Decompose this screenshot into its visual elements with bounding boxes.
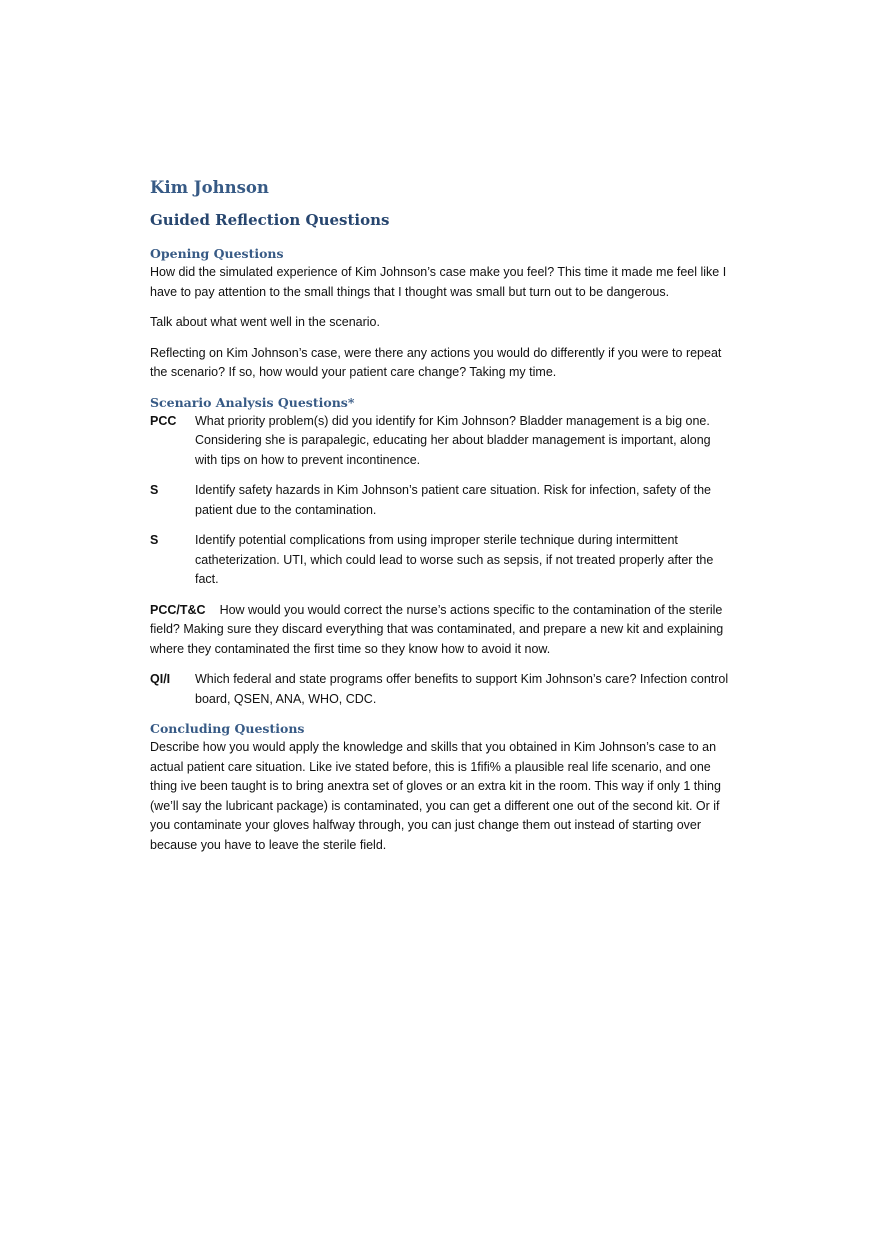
- opening-question-1: How did the simulated experience of Kim Johnson’s case make you feel? This time it made me feel like I have to pay attention to the small things that I thought was small but turn out to be dangerous.: [150, 265, 727, 299]
- document-subtitle: Guided Reflection Questions: [150, 211, 390, 229]
- analysis-item-s-2: [150, 531, 730, 590]
- analysis-item-pcc: [150, 412, 730, 471]
- scenario-analysis-heading: Scenario Analysis Questions*: [150, 394, 355, 410]
- analysis-item-pcc-tc: [150, 601, 730, 660]
- analysis-tag: PCC/T&C: [150, 602, 206, 617]
- analysis-tag: QI/I: [150, 672, 171, 686]
- analysis-tag: S: [150, 533, 159, 547]
- concluding-question-1: Describe how you would apply the knowledge and skills that you obtained in Kim Johnson’s case to an actual patient care situation. Like ive stated before, this is 1ﬁﬁ% a plausible real life scenario, and one thing ive been taught is to bring anextra set of gloves or an extra kit in the room. This way if only 1 thing (we’ll say the lubricant package) is contaminated, you can get a different one out of the second kit. Or if you contaminate your gloves halfway through, you can just change them out instead of starting over because you have to leave the sterile field.: [150, 740, 721, 852]
- analysis-text: Which federal and state programs offer benefits to support Kim Johnson’s care? Infection control board, QSEN, ANA, WHO, CDC.: [195, 672, 729, 706]
- analysis-tag: PCC: [150, 413, 177, 428]
- analysis-item-qi: [150, 670, 730, 709]
- analysis-text: Identify potential complications from using improper sterile technique during intermittent catheterization. UTI, which could lead to worse such as sepsis, if not treated properly after the fact.: [195, 533, 714, 586]
- opening-question-2: Talk about what went well in the scenario.: [150, 315, 380, 329]
- document-title: Kim Johnson: [150, 178, 269, 197]
- analysis-tag: S: [150, 483, 159, 497]
- analysis-text: How would you would correct the nurse’s actions specific to the contamination of the sterile field? Making sure they discard everything that was contaminated, and prepare a new kit and explaining where they contaminated the first time so they know how to avoid it now.: [150, 602, 724, 656]
- opening-questions-heading: Opening Questions: [150, 246, 284, 261]
- opening-question-3: Reflecting on Kim Johnson’s case, were there any actions you would do differently if you were to repeat the scenario? If so, how would your patient care change? Taking my time.: [150, 345, 722, 379]
- document-page: [150, 178, 730, 855]
- analysis-item-s-1: [150, 481, 730, 520]
- concluding-questions-heading: Concluding Questions: [150, 721, 305, 736]
- analysis-text: Identify safety hazards in Kim Johnson’s patient care situation. Risk for infection, safety of the patient due to the contamination.: [195, 483, 712, 517]
- analysis-text: What priority problem(s) did you identify for Kim Johnson? Bladder management is a big one. Considering she is parapalegic, educating her about bladder management is important, along with tips on how to prevent incontinence.: [195, 413, 711, 467]
